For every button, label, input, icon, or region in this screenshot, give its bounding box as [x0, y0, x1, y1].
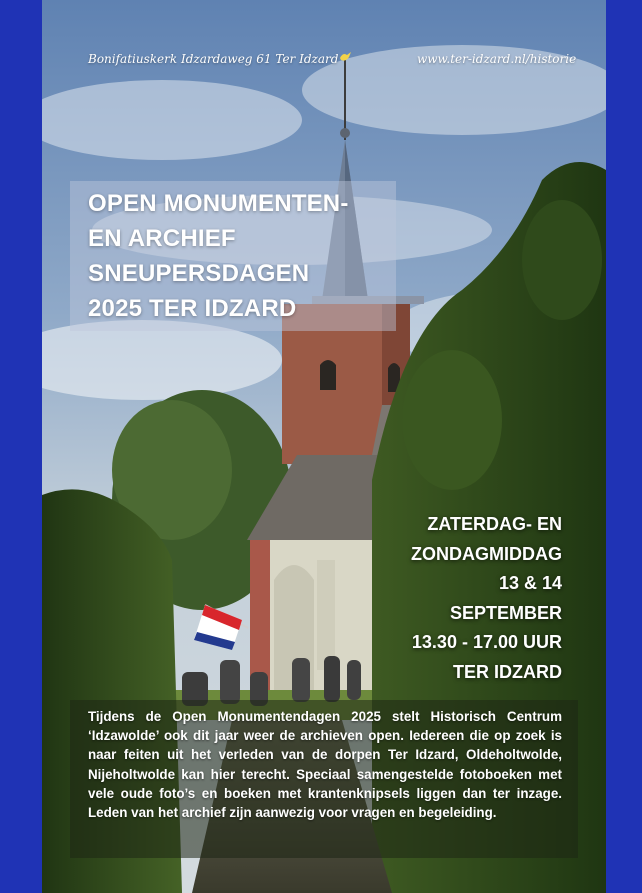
title-line-2: EN ARCHIEF	[88, 225, 236, 252]
event-date-block	[322, 510, 562, 687]
weathervane-bird-icon	[338, 50, 354, 64]
title-line-1: OPEN MONUMENTEN-	[88, 190, 349, 217]
event-location: TER IDZARD	[453, 661, 562, 682]
event-afternoon: ZONDAGMIDDAG	[411, 543, 562, 564]
poster	[42, 0, 606, 893]
right-blue-border	[606, 0, 642, 893]
left-blue-border	[0, 0, 42, 893]
event-description: Tijdens de Open Monumentendagen 2025 stelt Historisch Centrum ‘Idzawolde’ ook dit jaar weer de archieven open. Iedereen die op zoek is naar feiten uit het verleden van de dorpen Ter Idzard, Oldeholtwolde, Nijeholtwolde kan hier terecht. Speciaal samengestelde fotoboeken met vele oude foto’s en boeken met krantenknipsels liggen dan ter inzage. Leden van het archief zijn aanwezig voor vragen en begeleiding.	[88, 709, 562, 821]
website-url[interactable]: www.ter-idzard.nl/historie	[417, 52, 577, 66]
event-dates: 13 & 14	[498, 573, 562, 593]
church-address: Bonifatiuskerk Idzardaweg 61 Ter Idzard	[88, 52, 339, 66]
title-line-4: 2025 TER IDZARD	[88, 295, 297, 322]
title-line-3: SNEUPERSDAGEN	[88, 260, 310, 287]
event-time: 13.30 - 17.00 UUR	[411, 632, 562, 652]
event-days: ZATERDAG- EN	[427, 514, 562, 534]
event-month: SEPTEMBER	[449, 602, 562, 623]
